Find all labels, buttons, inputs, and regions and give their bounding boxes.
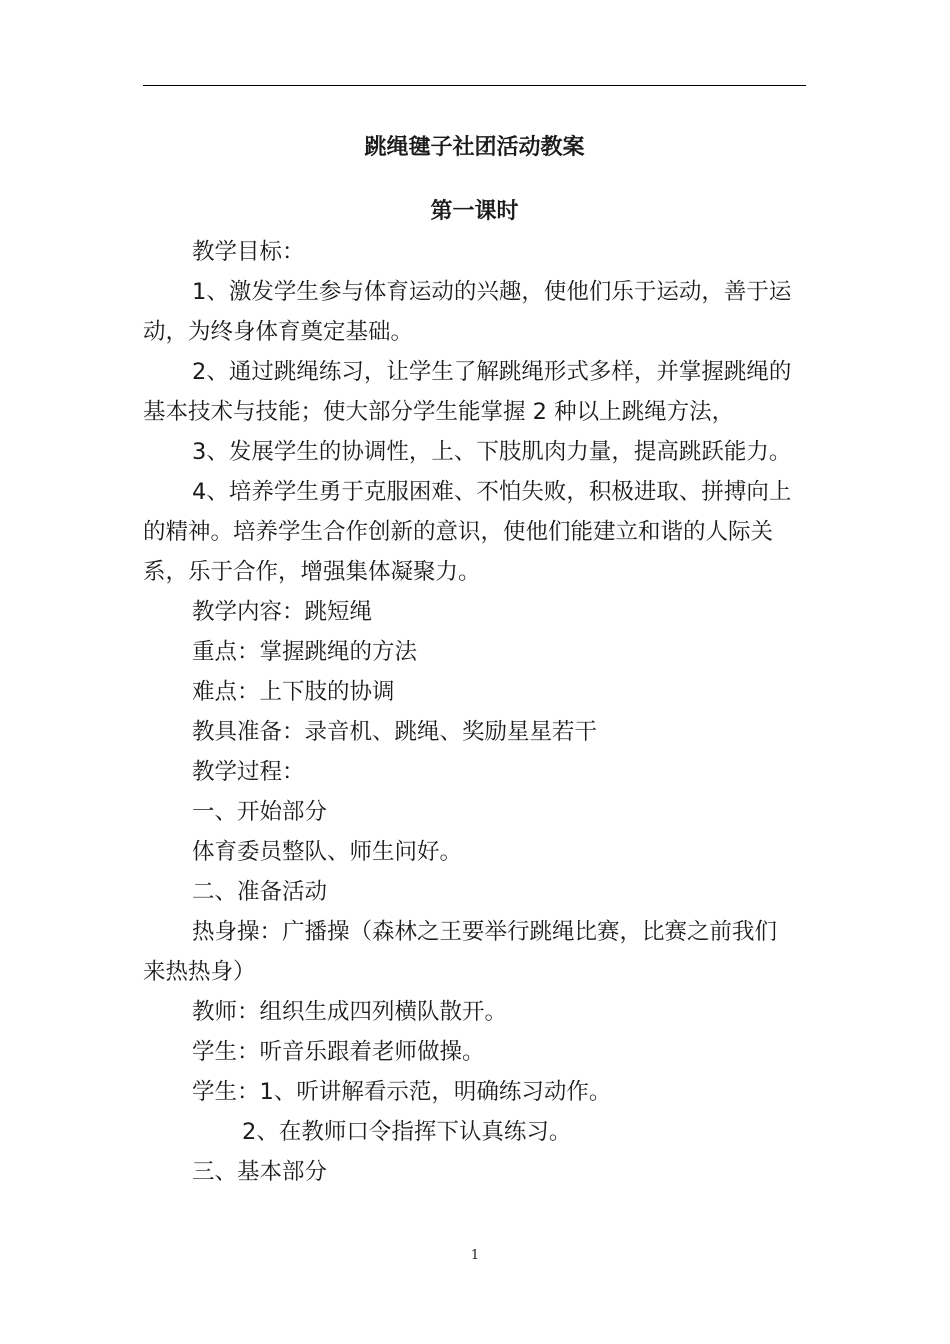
body-line: 教学内容：跳短绳 xyxy=(192,599,373,625)
body-line: 教学过程： xyxy=(192,759,305,785)
body-line: 学生：听音乐跟着老师做操。 xyxy=(192,1039,485,1065)
body-line: 教学目标： xyxy=(192,239,305,265)
body-line: 4、培养学生勇于克服困难、不怕失败，积极进取、拼搏向上 xyxy=(192,479,792,505)
body-line: 热身操：广播操（森林之王要举行跳绳比赛，比赛之前我们 xyxy=(192,919,778,945)
header-rule xyxy=(143,85,806,86)
document-title: 跳绳毽子社团活动教案 xyxy=(364,135,585,160)
body-line: 体育委员整队、师生问好。 xyxy=(192,839,463,865)
body-line: 教师：组织生成四列横队散开。 xyxy=(192,999,508,1025)
body-line: 来热热身） xyxy=(143,959,256,985)
body-line: 1、激发学生参与体育运动的兴趣，使他们乐于运动，善于运 xyxy=(192,279,792,305)
body-line: 2、通过跳绳练习，让学生了解跳绳形式多样，并掌握跳绳的 xyxy=(192,359,792,385)
page-number: 1 xyxy=(470,1248,480,1263)
body-line: 重点：掌握跳绳的方法 xyxy=(192,639,418,665)
lesson-title: 第一课时 xyxy=(430,199,519,224)
body-line: 二、准备活动 xyxy=(192,879,328,905)
body-line: 基本技术与技能；使大部分学生能掌握 2 种以上跳绳方法， xyxy=(143,399,735,425)
body-line: 三、基本部分 xyxy=(192,1159,328,1185)
body-line: 难点：上下肢的协调 xyxy=(192,679,395,705)
body-line: 3、发展学生的协调性，上、下肢肌肉力量，提高跳跃能力。 xyxy=(192,439,792,465)
body-line: 2、在教师口令指挥下认真练习。 xyxy=(242,1119,572,1145)
body-line: 学生：1、听讲解看示范，明确练习动作。 xyxy=(192,1079,612,1105)
body-line: 动，为终身体育奠定基础。 xyxy=(143,319,414,345)
body-line: 的精神。培养学生合作创新的意识，使他们能建立和谐的人际关 xyxy=(143,519,774,545)
body-line: 系，乐于合作，增强集体凝聚力。 xyxy=(143,559,481,585)
body-line: 一、开始部分 xyxy=(192,799,328,825)
body-line: 教具准备：录音机、跳绳、奖励星星若干 xyxy=(192,719,598,745)
